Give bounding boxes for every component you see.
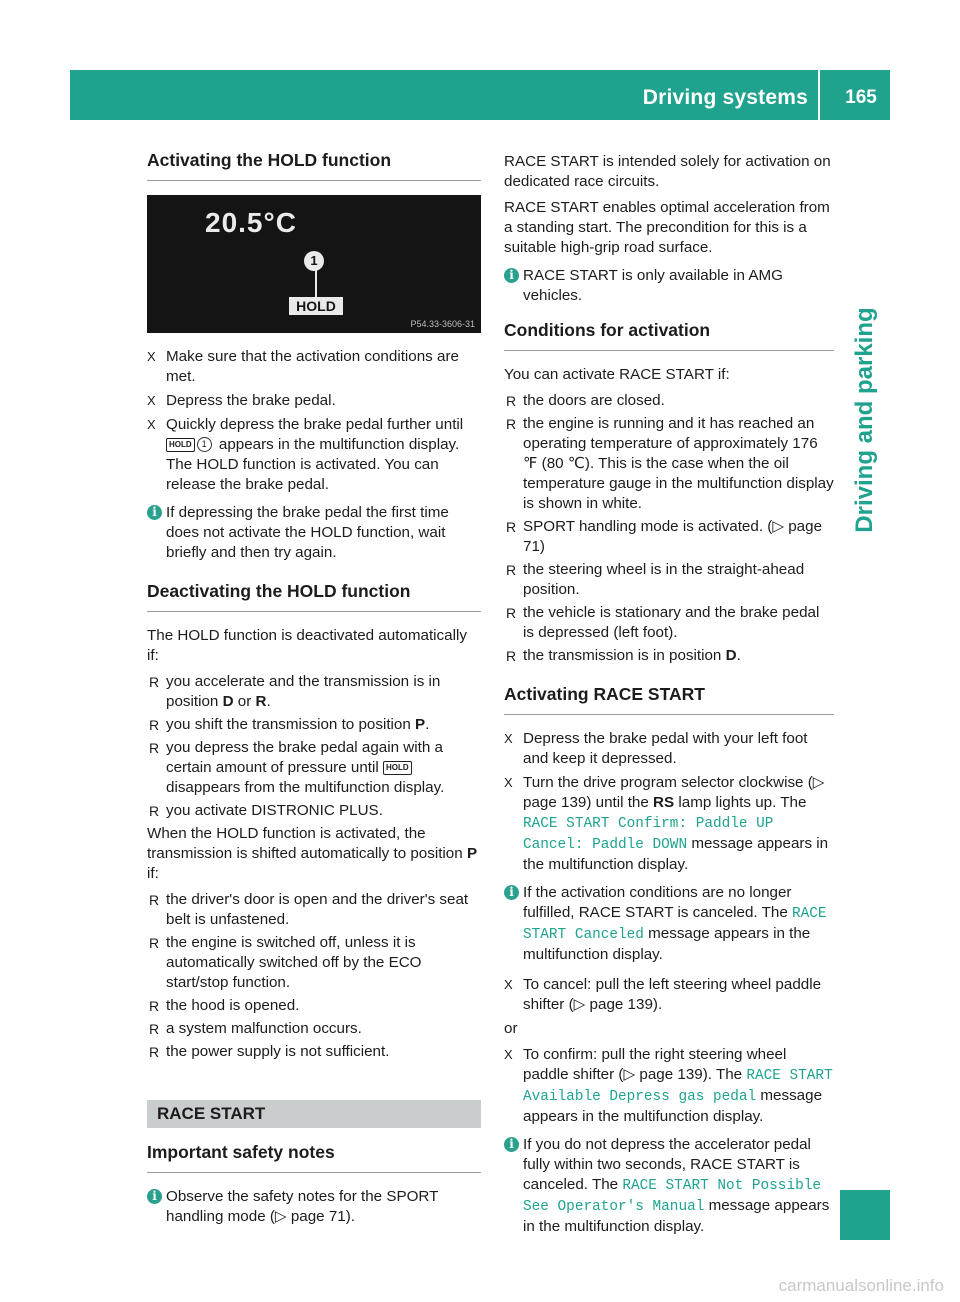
step: X Make sure that the activation conditions are met. xyxy=(147,348,459,385)
multifunction-display-image xyxy=(147,195,481,333)
page-ref-arrow-icon: ▷ xyxy=(772,518,785,535)
hold-icon: HOLD xyxy=(166,438,195,452)
watermark: carmanualsonline.info xyxy=(778,1276,944,1295)
bullet-icon: R xyxy=(506,648,517,664)
step-arrow-icon: X xyxy=(504,731,513,746)
bullet-icon: R xyxy=(506,519,517,535)
info-icon: i xyxy=(504,1137,519,1152)
bullet-icon: R xyxy=(506,562,517,578)
info-note: i If depressing the brake pedal the first time does not activate the HOLD function, wait briefly and then try again. xyxy=(147,503,481,563)
info-icon: i xyxy=(504,885,519,900)
display-message: RACE START Canceled xyxy=(523,906,827,943)
step: X Depress the brake pedal. xyxy=(147,392,336,409)
list-item: R the engine is running and it has reached an operating temperature of approximately 176 ℉ (80 ℃). This is the case when the oil temperature gauge in the multifunction display is shown in white. xyxy=(506,415,834,512)
step-arrow-icon: X xyxy=(504,1047,513,1062)
page-ref-arrow-icon: ▷ xyxy=(274,1208,287,1225)
info-icon: i xyxy=(147,1189,162,1204)
info-icon: i xyxy=(504,268,519,283)
bullet-icon: R xyxy=(149,998,160,1014)
step: X Turn the drive program selector clockwise (▷ page 139) until the RS lamp lights up. The RACE START Confirm: Paddle UP Cancel: Paddle DOWN message appears in the multifunction display. xyxy=(504,774,829,873)
bullet-icon: R xyxy=(149,892,160,908)
step-arrow-icon: X xyxy=(147,349,156,364)
display-message: RACE START Available Depress gas pedal xyxy=(523,1068,833,1105)
page-ref-arrow-icon: ▷ xyxy=(573,996,586,1013)
right-column xyxy=(504,152,834,1247)
paragraph: The HOLD function is deactivated automatically if: xyxy=(147,627,467,664)
step-arrow-icon: X xyxy=(504,977,513,992)
hold-icon: HOLD xyxy=(383,761,412,775)
heading-conditions: Conditions for activation xyxy=(504,320,834,351)
step-arrow-icon: X xyxy=(147,417,156,432)
step: X Depress the brake pedal with your left foot and keep it depressed. xyxy=(504,730,808,767)
list-item: R you activate DISTRONIC PLUS. xyxy=(149,802,383,819)
info-icon: i xyxy=(147,505,162,520)
step-arrow-icon: X xyxy=(147,393,156,408)
header-bar xyxy=(70,70,890,120)
bullet-icon: R xyxy=(149,717,160,733)
section-band-race-start: RACE START xyxy=(147,1100,481,1128)
page-number: 165 xyxy=(845,87,877,108)
hold-indicator: HOLD xyxy=(289,297,343,315)
page-ref-arrow-icon: ▷ xyxy=(623,1066,636,1083)
paragraph: RACE START is intended solely for activation on dedicated race circuits. xyxy=(504,153,831,190)
bullet-icon: R xyxy=(149,674,160,690)
list-item: R the hood is opened. xyxy=(149,997,300,1014)
display-temperature: 20.5°C xyxy=(205,207,297,238)
callout-1-icon: 1 xyxy=(197,437,212,452)
info-note: i If the activation conditions are no longer fulfilled, RACE START is canceled. The RACE START Canceled message appears in the multifunction display. xyxy=(504,883,834,965)
list-item: R you accelerate and the transmission is in position D or R. xyxy=(149,673,441,710)
heading-activating-hold: Activating the HOLD function xyxy=(147,150,481,181)
paragraph-or: or xyxy=(504,1020,518,1037)
info-note: i If you do not depress the accelerator pedal fully within two seconds, RACE START is canceled. The RACE START Not Possible See Operator's Manual message appears in the multifunction display. xyxy=(504,1135,834,1237)
bullet-icon: R xyxy=(149,935,160,951)
bullet-icon: R xyxy=(506,393,517,409)
callout-1: 1 xyxy=(304,251,324,271)
list-item: R the driver's door is open and the driver's seat belt is unfastened. xyxy=(149,891,469,928)
info-note: i Observe the safety notes for the SPORT handling mode (▷ page 71). xyxy=(147,1187,481,1227)
paragraph: You can activate RACE START if: xyxy=(504,366,730,383)
page-ref-arrow-icon: ▷ xyxy=(812,774,825,791)
list-item: R the steering wheel is in the straight-ahead position. xyxy=(506,561,805,598)
paragraph: When the HOLD function is activated, the transmission is shifted automatically to position P if: xyxy=(147,825,478,882)
heading-safety-notes: Important safety notes xyxy=(147,1142,481,1173)
list-item: R you depress the brake pedal again with a certain amount of pressure until HOLD disappears from the multifunction display. xyxy=(149,739,445,796)
list-item: R the engine is switched off, unless it is automatically switched off by the ECO start/stop function. xyxy=(149,934,422,991)
info-note: i RACE START is only available in AMG vehicles. xyxy=(504,266,834,306)
heading-deactivating-hold: Deactivating the HOLD function xyxy=(147,581,481,612)
chapter-tab-marker xyxy=(840,1190,890,1240)
bullet-icon: R xyxy=(506,605,517,621)
list-item: R the vehicle is stationary and the brake pedal is depressed (left foot). xyxy=(506,604,820,641)
image-code: P54.33-3606-31 xyxy=(410,319,475,329)
heading-activating-race-start: Activating RACE START xyxy=(504,684,834,715)
list-item: R the doors are closed. xyxy=(506,392,665,409)
bullet-icon: R xyxy=(149,1044,160,1060)
list-item: R SPORT handling mode is activated. (▷ page 71) xyxy=(506,518,823,555)
step-arrow-icon: X xyxy=(504,775,513,790)
paragraph: RACE START enables optimal acceleration from a standing start. The precondition for this is a suitable high-grip road surface. xyxy=(504,199,830,256)
bullet-icon: R xyxy=(149,803,160,819)
step: X To cancel: pull the left steering wheel paddle shifter (▷ page 139). xyxy=(504,976,822,1013)
list-item: R you shift the transmission to position P. xyxy=(149,716,430,733)
list-item: R the power supply is not sufficient. xyxy=(149,1043,390,1060)
bullet-icon: R xyxy=(149,1021,160,1037)
bullet-icon: R xyxy=(149,740,160,756)
bullet-icon: R xyxy=(506,416,517,432)
display-message: RACE START Not Possible See Operator's Manual xyxy=(523,1178,821,1215)
step: X To confirm: pull the right steering wheel paddle shifter (▷ page 139). The RACE START Available Depress gas pedal message appears in the multifunction display. xyxy=(504,1046,833,1125)
list-item: R the transmission is in position D. xyxy=(506,647,741,664)
left-column xyxy=(147,150,481,1237)
display-message: RACE START Confirm: Paddle UP Cancel: Paddle DOWN xyxy=(523,816,774,853)
section-title: Driving systems xyxy=(643,70,820,120)
step: X Quickly depress the brake pedal further until HOLD 1 appears in the multifunction display. The HOLD function is activated. You can release the brake pedal. xyxy=(147,416,464,493)
list-item: R a system malfunction occurs. xyxy=(149,1020,362,1037)
